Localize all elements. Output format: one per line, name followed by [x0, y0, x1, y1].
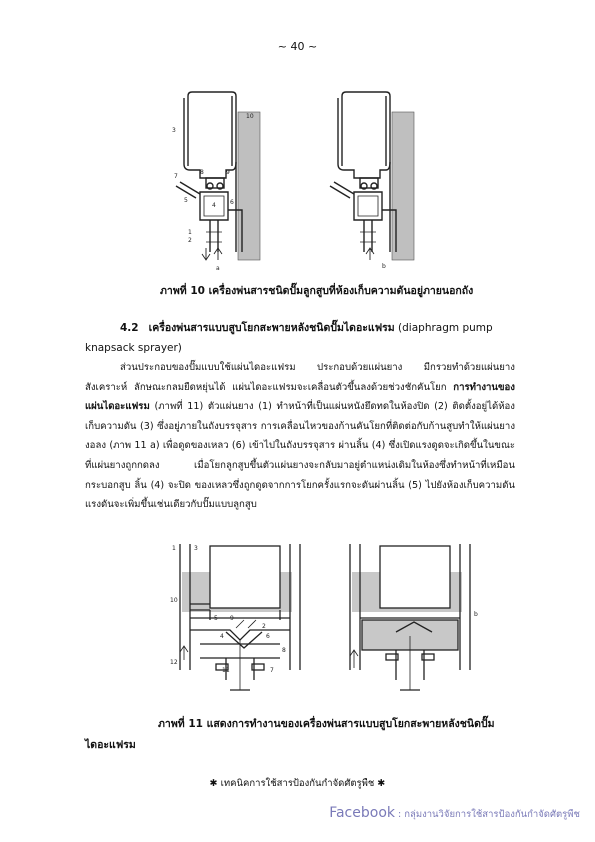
figure-11-caption-line2: ไดอะแฟรม	[85, 739, 136, 751]
figure-11-caption-line1: ภาพที่ 11 แสดงการทำงานของเครื่องพ่นสารแบบสูบโยกสะพายหลังชนิดปั๊ม	[158, 718, 495, 730]
fig10-label-4: 4	[212, 202, 216, 209]
figure-10-caption: ภาพที่ 10 เครื่องพ่นสารชนิดปั๊มลูกสูบที่ห้องเก็บความดันอยู่ภายนอกถัง	[160, 285, 474, 297]
fig10-label-6: 6	[230, 199, 234, 206]
fig10-label-2: 2	[188, 237, 192, 244]
figure-10-drawing	[160, 82, 440, 272]
fig10-label-8: 8	[200, 169, 204, 176]
fig10-label-a: a	[216, 265, 220, 272]
fig11-label-9: 9	[230, 615, 234, 622]
section-number: 4.2	[120, 322, 139, 334]
fig11-label-10: 10	[170, 597, 178, 604]
fig11-label-3: 3	[194, 545, 198, 552]
fig11-label-12: 12	[170, 659, 178, 666]
fig10-label-b: b	[382, 263, 386, 270]
body-text-part2: (ภาพที่ 11) ตัวแผ่นยาง (1) ทำหน้าที่เป็นแผ่นหนังยึดทดในห้องปิด (2) ติดตั้งอยู่ได้ห้องเก็บความดัน (3) ซึ่งอยู่ภายในถังบรรจุสาร การเคลื่อนไหวของก้านคันโยกที่ติดต่อกับก้านสูบทำให้แผ่นยางงอลง (ภาพ 11 a) เพื่อดูดของเหลว (6) เข้าไปในถังบรรจุสาร ผ่านลิ้น (4) ซึ่งเปิดแรงดูดจะเกิดขึ้นในขณะที่แผ่นยางถูกกดลง เมื่อโยกลูกสูบขึ้นตัวแผ่นยางจะกลับมาอยู่ตำแหน่งเดิมในห้องซึ่งทำหน้าที่เหมือนกระบอกสูบ ลิ้น (4) จะปิด ของเหลวซึ่งถูกดูดจากการโยกครั้งแรกจะดันผ่านลิ้น (5) ไปยังห้องเก็บความดัน แรงดันจะเพิ่มขึ้นเช่นเดียวกับปั๊มแบบลูกสูบ	[85, 401, 515, 511]
facebook-credit	[329, 805, 580, 822]
fig10-label-7: 7	[174, 173, 178, 180]
fig10-label-1: 1	[188, 229, 192, 236]
section-heading	[85, 318, 515, 358]
fig11-label-b: b	[474, 611, 478, 618]
fig11-label-5: 5	[214, 615, 218, 622]
facebook-group: : กลุ่มงานวิจัยการใช้สารป้องกันกำจัดศัตรูพืช	[398, 809, 580, 820]
fig11-label-4: 4	[220, 633, 224, 640]
footer-note: ✱ เทคนิคการใช้สารป้องกันกำจัดศัตรูพืช ✱	[209, 778, 386, 789]
fig10-label-3: 3	[172, 127, 176, 134]
body-text-part1: ส่วนประกอบของปั๊มแบบใช้แผ่นไดอะแฟรม ประกอบด้วยแผ่นยาง มีกรวยทำด้วยแผ่นยางสังเคราะห์ ลักษณะกลมยืดหยุ่นได้ แผ่นไดอะแฟรมจะเคลื่อนตัวขึ้นลงด้วยช่วงชักคันโยก	[85, 362, 515, 393]
facebook-label: Facebook	[329, 805, 395, 821]
page-number: ~ 40 ~	[277, 40, 318, 53]
fig11-label-11: 11	[222, 667, 230, 674]
section-english-title: (diaphragm pump knapsack sprayer)	[85, 322, 493, 354]
figure-11-right-panel	[350, 544, 470, 690]
fig11-label-6: 6	[266, 633, 270, 640]
fig11-label-7: 7	[270, 667, 274, 674]
figure-11-left-panel	[180, 544, 300, 690]
figure-10-right-panel	[330, 92, 414, 260]
fig10-label-5: 5	[184, 197, 188, 204]
body-paragraph	[85, 358, 515, 515]
fig11-label-2: 2	[262, 623, 266, 630]
fig11-label-8: 8	[282, 647, 286, 654]
figure-11-drawing	[170, 540, 490, 700]
section-title: เครื่องพ่นสารแบบสูบโยกสะพายหลังชนิดปั๊มไดอะแฟรม	[148, 322, 395, 334]
fig11-label-1: 1	[172, 545, 176, 552]
fig10-label-9: 9	[226, 169, 230, 176]
body-text-bold: การทำงานของแผ่นไดอะแฟรม	[85, 381, 515, 413]
fig10-label-10: 10	[246, 113, 254, 120]
